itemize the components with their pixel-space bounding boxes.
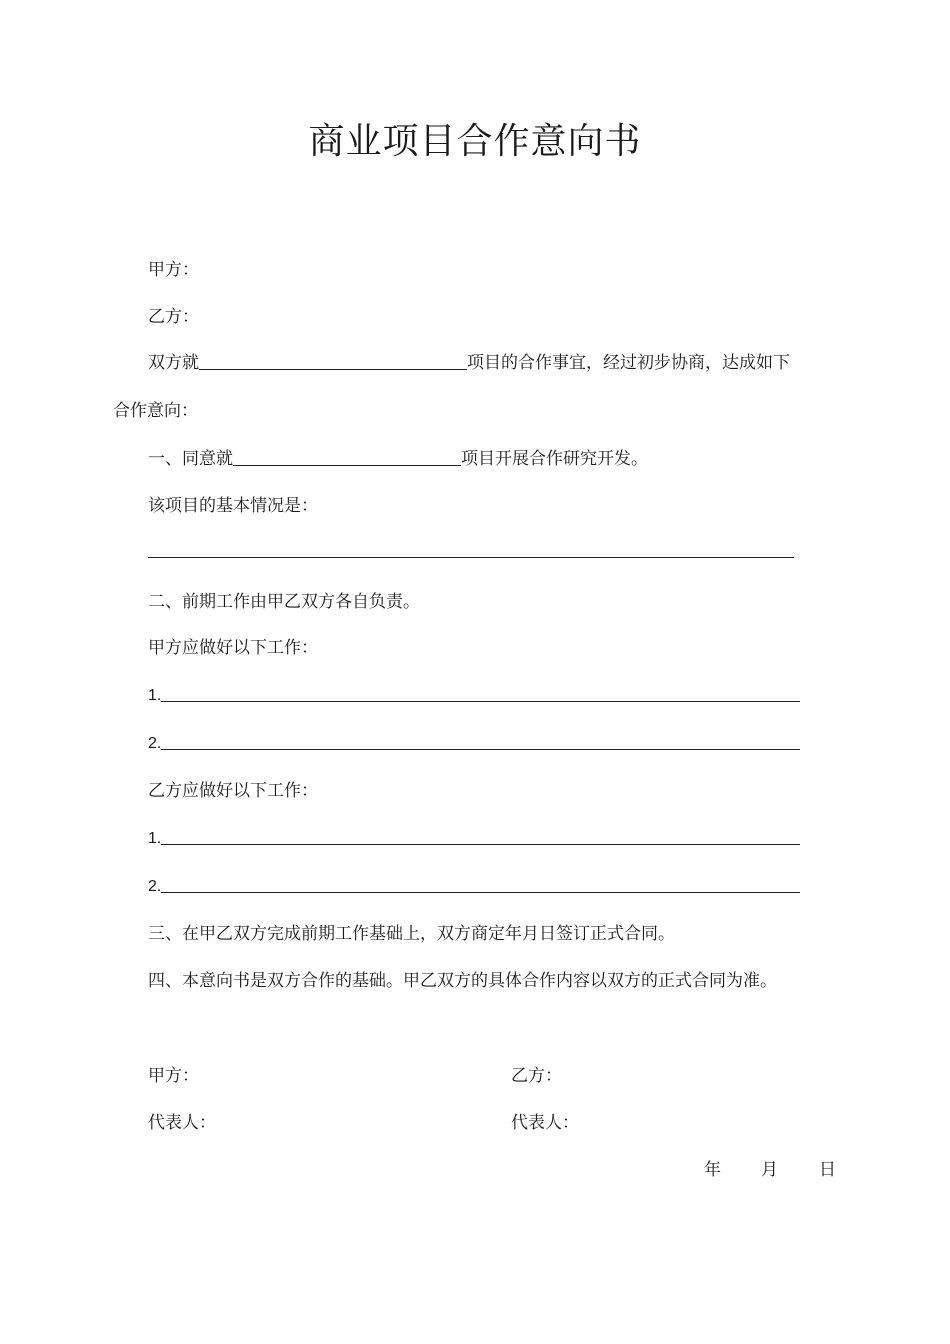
item-number: 1. bbox=[148, 830, 162, 847]
date-day: 日 bbox=[819, 1160, 836, 1180]
party-b-work-label: 乙方应做好以下工作： bbox=[148, 781, 318, 801]
basic-info-blank[interactable] bbox=[148, 557, 794, 558]
party-b-item-1 bbox=[148, 825, 800, 852]
party-a-item-1 bbox=[148, 682, 800, 709]
intro-continued: 合作意向： bbox=[113, 401, 198, 421]
clause3-line: 三、在甲乙双方完成前期工作基础上，双方商定年月日签订正式合同。 bbox=[148, 924, 675, 944]
party-a-work-label: 甲方应做好以下工作： bbox=[148, 638, 318, 658]
party-b-line: 乙方： bbox=[148, 307, 199, 327]
clause4-line: 四、本意向书是双方合作的基础。甲乙双方的具体合作内容以双方的正式合同为准。 bbox=[148, 971, 777, 991]
signature-party-a: 甲方： bbox=[148, 1066, 199, 1086]
intro-line bbox=[148, 350, 790, 376]
clause1-after: 项目开展合作研究开发。 bbox=[461, 449, 648, 469]
signature-party-b: 乙方： bbox=[511, 1066, 562, 1086]
party-b-item-1-blank[interactable] bbox=[161, 826, 800, 845]
party-b-item-2-blank[interactable] bbox=[161, 874, 800, 893]
date-year: 年 bbox=[704, 1160, 721, 1180]
item-number: 2. bbox=[148, 735, 162, 752]
signature-rep-a: 代表人： bbox=[148, 1113, 216, 1133]
date-month: 月 bbox=[761, 1160, 778, 1180]
clause1-before: 一、同意就 bbox=[148, 449, 233, 469]
signature-rep-b: 代表人： bbox=[511, 1113, 579, 1133]
clause2-line: 二、前期工作由甲乙双方各自负责。 bbox=[148, 592, 420, 612]
basic-info-label: 该项目的基本情况是： bbox=[148, 496, 318, 516]
clause1-project-blank[interactable] bbox=[233, 447, 461, 466]
clause1-line bbox=[148, 446, 648, 472]
project-name-blank[interactable] bbox=[199, 351, 467, 370]
party-a-item-1-blank[interactable] bbox=[161, 683, 800, 702]
party-a-line: 甲方： bbox=[148, 260, 199, 280]
intro-before: 双方就 bbox=[148, 353, 199, 373]
intro-after: 项目的合作事宜，经过初步协商，达成如下 bbox=[467, 353, 790, 373]
party-a-item-2-blank[interactable] bbox=[161, 731, 800, 750]
document-title: 商业项目合作意向书 bbox=[308, 121, 642, 162]
item-number: 1. bbox=[148, 687, 162, 704]
party-b-item-2 bbox=[148, 873, 800, 900]
party-a-item-2 bbox=[148, 730, 800, 757]
item-number: 2. bbox=[148, 878, 162, 895]
